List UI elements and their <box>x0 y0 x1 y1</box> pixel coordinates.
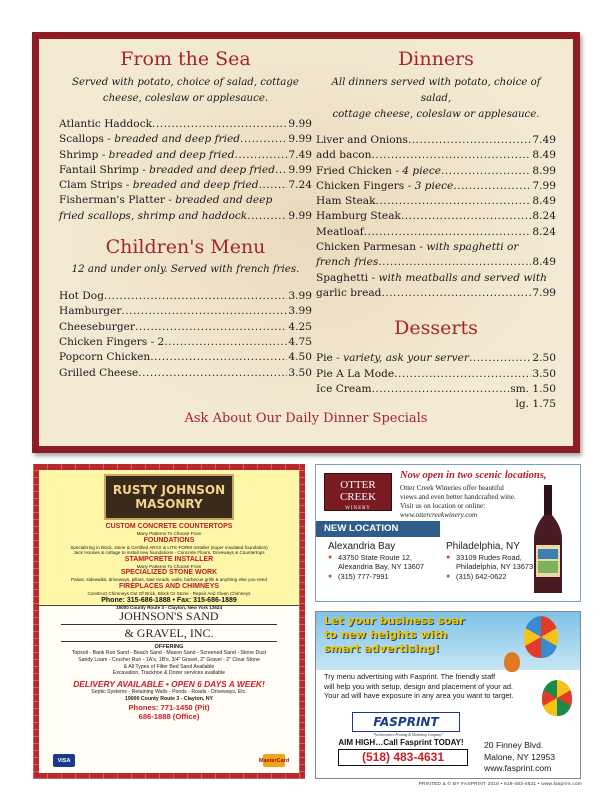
location-phone <box>328 572 424 581</box>
menu-panel <box>39 39 573 446</box>
item-price: 8.49 <box>532 195 556 208</box>
item-price: 8.49 <box>532 256 556 269</box>
dinners-title: Dinners <box>398 48 474 70</box>
desserts-title: Desserts <box>394 317 478 340</box>
item-name: Chicken Parmesan <box>316 241 417 254</box>
dinners-subtitle-line-1: All dinners served with potato, choice of salad, <box>331 77 541 104</box>
item-desc: - breaded and deep <box>164 194 273 207</box>
menu-right-column <box>316 39 556 412</box>
rusty-johnson-ad <box>33 464 305 779</box>
johnsons-sand-name: JOHNSON'S SAND <box>61 609 277 625</box>
offering-line: Topsoil - Bank Run Sand - Beach Sand - Mason Sand - Screened Sand - Stone Dust <box>71 650 267 656</box>
sea-title: From the Sea <box>120 48 251 70</box>
menu-item <box>316 367 556 382</box>
hot-air-balloon-icon <box>504 652 520 672</box>
menu-item <box>59 178 312 193</box>
location-philadelphia <box>446 541 533 581</box>
mastercard-icon: MasterCard <box>263 754 285 767</box>
item-name: Popcorn Chicken <box>59 351 151 364</box>
children-title: Children's Menu <box>105 236 266 259</box>
item-name: Grilled Cheese <box>59 366 139 379</box>
offering-line: Sandy Loam - Crusher Run - 1A's, 1B's, 3/4" Gravel, 2" Gravel - 2" Clear Stone <box>78 656 260 663</box>
item-price: 7.49 <box>532 134 556 146</box>
otter-creek-ad <box>315 464 581 602</box>
map-pin-icon: ● <box>446 554 451 561</box>
body-line: Try menu advertising with Fasprint. The friendly staff <box>324 672 496 681</box>
item-price: 3.50 <box>532 367 556 380</box>
offering-line: Excavation, Trackhoe & Dozer services available <box>112 670 226 677</box>
fasprint-address <box>484 740 555 775</box>
menu-item <box>59 366 312 381</box>
fasprint-phone[interactable]: (518) 483-4631 <box>338 749 468 766</box>
otter-creek-url[interactable]: www.ottercreekwinery.com <box>400 511 478 519</box>
location-phone <box>446 572 533 581</box>
item-desc: - 4 piece <box>391 164 442 177</box>
location-city: Alexandria Bay <box>328 541 396 552</box>
dinners-subtitle <box>316 75 556 123</box>
menu-item-continued <box>59 209 312 224</box>
item-price: 2.50 <box>532 352 556 365</box>
item-name: Scallops <box>59 133 104 146</box>
item-desc: - with spaghetti or <box>416 241 519 254</box>
fasprint-url[interactable]: www.fasprint.com <box>484 763 552 773</box>
service-heading: STAMPCRETE INSTALLER <box>124 555 214 563</box>
otter-creek-text <box>400 484 520 520</box>
item-desc: french fries <box>316 256 379 269</box>
sea-subtitle-line-2: cheese, coleslaw or applesauce. <box>102 93 269 104</box>
item-name: Cheeseburger <box>59 320 135 333</box>
location-address-2: Alexandria Bay, NY 13607 <box>338 562 425 572</box>
logo-line-1: RUSTY JOHNSON <box>112 483 226 497</box>
address-line: Malone, NY 12953 <box>484 751 556 762</box>
item-desc: fried scallops, shrimp and haddock <box>59 209 248 222</box>
sea-list <box>59 117 312 224</box>
text-line: views and even better handcrafted wine. <box>400 493 516 501</box>
item-name: Liver and Onions <box>316 134 408 146</box>
wine-bottle-icon <box>530 485 566 595</box>
item-price: 4.50 <box>288 351 312 364</box>
offering-list <box>39 650 299 677</box>
map-pin-icon: ● <box>328 554 333 561</box>
item-name: Fisherman's Platter <box>59 194 165 207</box>
text-line: Visit us on location or online: <box>400 502 486 510</box>
item-price: 9.99 <box>288 209 312 222</box>
item-name: Pie A La Mode <box>316 367 395 380</box>
otter-creek-headline: Now open in two scenic locations, <box>400 470 547 481</box>
visa-card-icon: VISA <box>53 754 75 767</box>
location-address-2: Philadelphia, NY 13673 <box>456 562 534 572</box>
services-line: Septic Systems - Retaining Walls - Ponds - Roads - Driveways, Etc. <box>91 689 247 696</box>
service-heading: FIREPLACES AND CHIMNEYS <box>118 582 220 590</box>
menu-left-column <box>59 39 312 381</box>
item-name: Shrimp <box>59 148 99 161</box>
logo-line-3: WINERY <box>345 506 371 511</box>
menu-frame <box>32 32 580 453</box>
service-detail: Specializing in block, stone & Certified ARXX & LITE-FORM Installer (super insulated foundation) <box>70 544 268 550</box>
location-address-1 <box>328 553 424 562</box>
item-price: 3.99 <box>288 290 312 303</box>
item-price: 8.24 <box>532 225 556 238</box>
fasprint-body <box>324 672 524 701</box>
body-line: Your ad will have exposure in any area you want to target. <box>324 691 514 701</box>
item-name: add bacon <box>316 149 372 162</box>
menu-item <box>59 335 312 350</box>
menu-item-continued <box>316 286 556 301</box>
item-desc: - breaded and deep fried <box>138 163 275 176</box>
rusty-johnson-logo <box>104 474 234 520</box>
item-price: 8.49 <box>532 149 556 162</box>
item-price: 7.99 <box>532 286 556 299</box>
item-desc: - variety, ask your server <box>332 352 469 365</box>
hot-air-balloon-icon <box>524 616 558 658</box>
delivery-banner: DELIVERY AVAILABLE • OPEN 6 DAYS A WEEK! <box>73 679 265 690</box>
item-name: Meatloaf <box>316 225 364 238</box>
service-detail: Patios, sidewalks, driveways, pillars, stair treads, walls, barbecue grills & anything else you need <box>70 577 268 583</box>
item-price: 4.25 <box>288 320 312 333</box>
menu-item <box>316 209 556 224</box>
item-desc: - with meatballs and served with <box>368 271 547 284</box>
dinners-subtitle-line-2: cottage cheese, coleslaw or applesauce. <box>332 109 540 120</box>
item-name: Fantail Shrimp <box>59 163 139 176</box>
logo-line-1: OTTER <box>340 479 376 491</box>
item-desc: garlic bread <box>316 286 382 299</box>
item-desc: - breaded and deep fried <box>103 133 241 146</box>
fasprint-ad <box>315 611 581 779</box>
dinners-list <box>316 133 556 301</box>
address-text: 43750 State Route 12, <box>338 553 412 562</box>
address-text: 33109 Rudes Road, <box>456 553 522 562</box>
menu-item <box>59 350 312 365</box>
phone-icon: ● <box>328 572 333 580</box>
item-price: 7.99 <box>532 179 556 192</box>
otter-creek-logo <box>324 473 392 511</box>
item-name: Spaghetti <box>316 271 369 284</box>
phone-text: (315) 642-0622 <box>456 571 507 581</box>
pit-phone: Phones: 771-1450 (Pit) <box>128 702 210 712</box>
johnsons-sand-name-2: & GRAVEL, INC. <box>61 625 277 642</box>
johnsons-sand-address: 19000 County Route 3 - Clayton, NY <box>125 695 213 702</box>
item-desc: - 3 piece <box>404 179 454 192</box>
fasprint-logo: FASPRINT <box>352 712 460 732</box>
offering-line: & All Types of Filter Bed Sand Available <box>123 663 215 670</box>
item-name: Clam Strips <box>59 179 123 192</box>
item-price: 9.99 <box>288 118 312 130</box>
daily-specials-banner: Ask About Our Daily Dinner Specials <box>184 411 428 426</box>
office-phone: 686-1888 (Office) <box>138 711 200 721</box>
item-price: 7.24 <box>288 179 312 192</box>
menu-item <box>316 240 556 255</box>
item-desc: - breaded and deep fried <box>122 179 259 192</box>
item-name: Hamburg Steak <box>316 210 401 223</box>
item-name: Ham Steak <box>316 195 376 208</box>
item-name: Hot Dog <box>59 290 104 303</box>
fasprint-headline <box>324 614 465 656</box>
rusty-johnson-phone: Phone: 315-686-1888 • Fax: 315-686-1889 <box>101 596 237 604</box>
item-price: sm. 1.50 <box>510 382 556 395</box>
phone-text: (315) 777-7991 <box>338 571 389 581</box>
service-detail: Jack Houses & cottage to install new foundations - Concrete Floors, Driveways & Countertops <box>73 550 265 556</box>
johnsons-sand-section <box>39 606 299 721</box>
menu-item <box>316 179 556 194</box>
new-location-band: NEW LOCATION <box>316 521 440 537</box>
menu-item <box>316 225 556 240</box>
item-price: 8.99 <box>532 164 556 177</box>
headline-line: smart advertising! <box>324 642 440 655</box>
menu-item <box>316 133 556 148</box>
item-price-large: lg. 1.75 <box>515 398 556 411</box>
offering-heading: OFFERING <box>154 644 184 650</box>
fasprint-cta: AIM HIGH…Call Fasprint TODAY! <box>338 738 464 747</box>
desserts-list <box>316 351 556 412</box>
rusty-johnson-ad-inner <box>39 470 299 773</box>
menu-item <box>59 320 312 335</box>
item-name: Hamburger <box>59 305 122 318</box>
service-detail: Construct Chimneys Out Of Brick, Block Or Stone - Repair And Clean Chimneys <box>87 590 251 596</box>
item-price: 7.49 <box>288 148 312 161</box>
item-price: 9.99 <box>288 133 312 146</box>
menu-item <box>59 304 312 319</box>
sea-subtitle <box>59 75 312 107</box>
printer-credit: PRINTED & © BY FASPRINT 2018 • 518-483-4631 • www.fasprint.com <box>418 782 582 787</box>
menu-item <box>316 382 556 397</box>
menu-item <box>316 351 556 366</box>
rusty-johnson-section <box>39 470 299 610</box>
item-name: Fried Chicken <box>316 164 392 177</box>
item-name: Pie <box>316 352 333 365</box>
item-price: 4.75 <box>288 335 312 348</box>
hot-air-balloon-icon <box>542 680 572 716</box>
item-name: Chicken Fingers <box>316 179 405 192</box>
location-alexandria-bay <box>328 541 424 581</box>
menu-item <box>59 163 312 178</box>
item-name: Chicken Fingers - 2 <box>59 335 165 348</box>
item-name: Ice Cream <box>316 382 372 395</box>
location-address-1 <box>446 553 533 562</box>
location-city: Philadelphia, NY <box>446 541 520 552</box>
item-name: Atlantic Haddock <box>59 118 153 130</box>
service-heading: CUSTOM CONCRETE COUNTERTOPS <box>105 523 233 530</box>
headline-line: Let your business soar <box>324 614 465 627</box>
menu-item-continued <box>316 255 556 270</box>
menu-item <box>59 289 312 304</box>
menu-item <box>316 164 556 179</box>
menu-item <box>59 117 312 132</box>
body-line: will help you with setup, design and placement of your ad. <box>324 681 513 691</box>
children-list <box>59 289 312 381</box>
service-detail: Many Patterns To Choose From <box>136 531 202 536</box>
children-subtitle: 12 and under only. Served with french fries. <box>71 264 300 276</box>
menu-item <box>59 132 312 147</box>
menu-item <box>316 271 556 286</box>
item-price: 9.99 <box>288 163 312 176</box>
phone-icon: ● <box>446 572 451 580</box>
logo-line-2: CREEK <box>339 491 377 503</box>
rusty-johnson-address: 19000 County Route 3 - Clayton, New York 13624 <box>115 604 223 610</box>
logo-line-2: MASONRY <box>135 497 203 511</box>
item-price: 3.50 <box>288 366 312 379</box>
menu-item <box>316 148 556 163</box>
service-heading: SPECIALIZED STONE WORK <box>120 569 218 577</box>
menu-item <box>59 148 312 163</box>
address-line: 20 Finney Blvd. <box>484 740 544 750</box>
headline-line: to new heights with <box>324 628 448 641</box>
item-price: 8.24 <box>532 210 556 223</box>
sea-subtitle-line-1: Served with potato, choice of salad, cottage <box>72 77 299 88</box>
item-desc: - breaded and deep fried <box>98 148 235 161</box>
text-line: Otter Creek Wineries offer beautiful <box>400 484 505 492</box>
item-price: 3.99 <box>288 305 312 318</box>
menu-item <box>59 193 312 208</box>
fasprint-tagline: "An Innovative Printing & Marketing Company" <box>372 733 444 737</box>
menu-item <box>316 194 556 209</box>
service-heading: FOUNDATIONS <box>143 536 195 544</box>
service-detail: Many Patterns To Choose From <box>136 563 202 569</box>
